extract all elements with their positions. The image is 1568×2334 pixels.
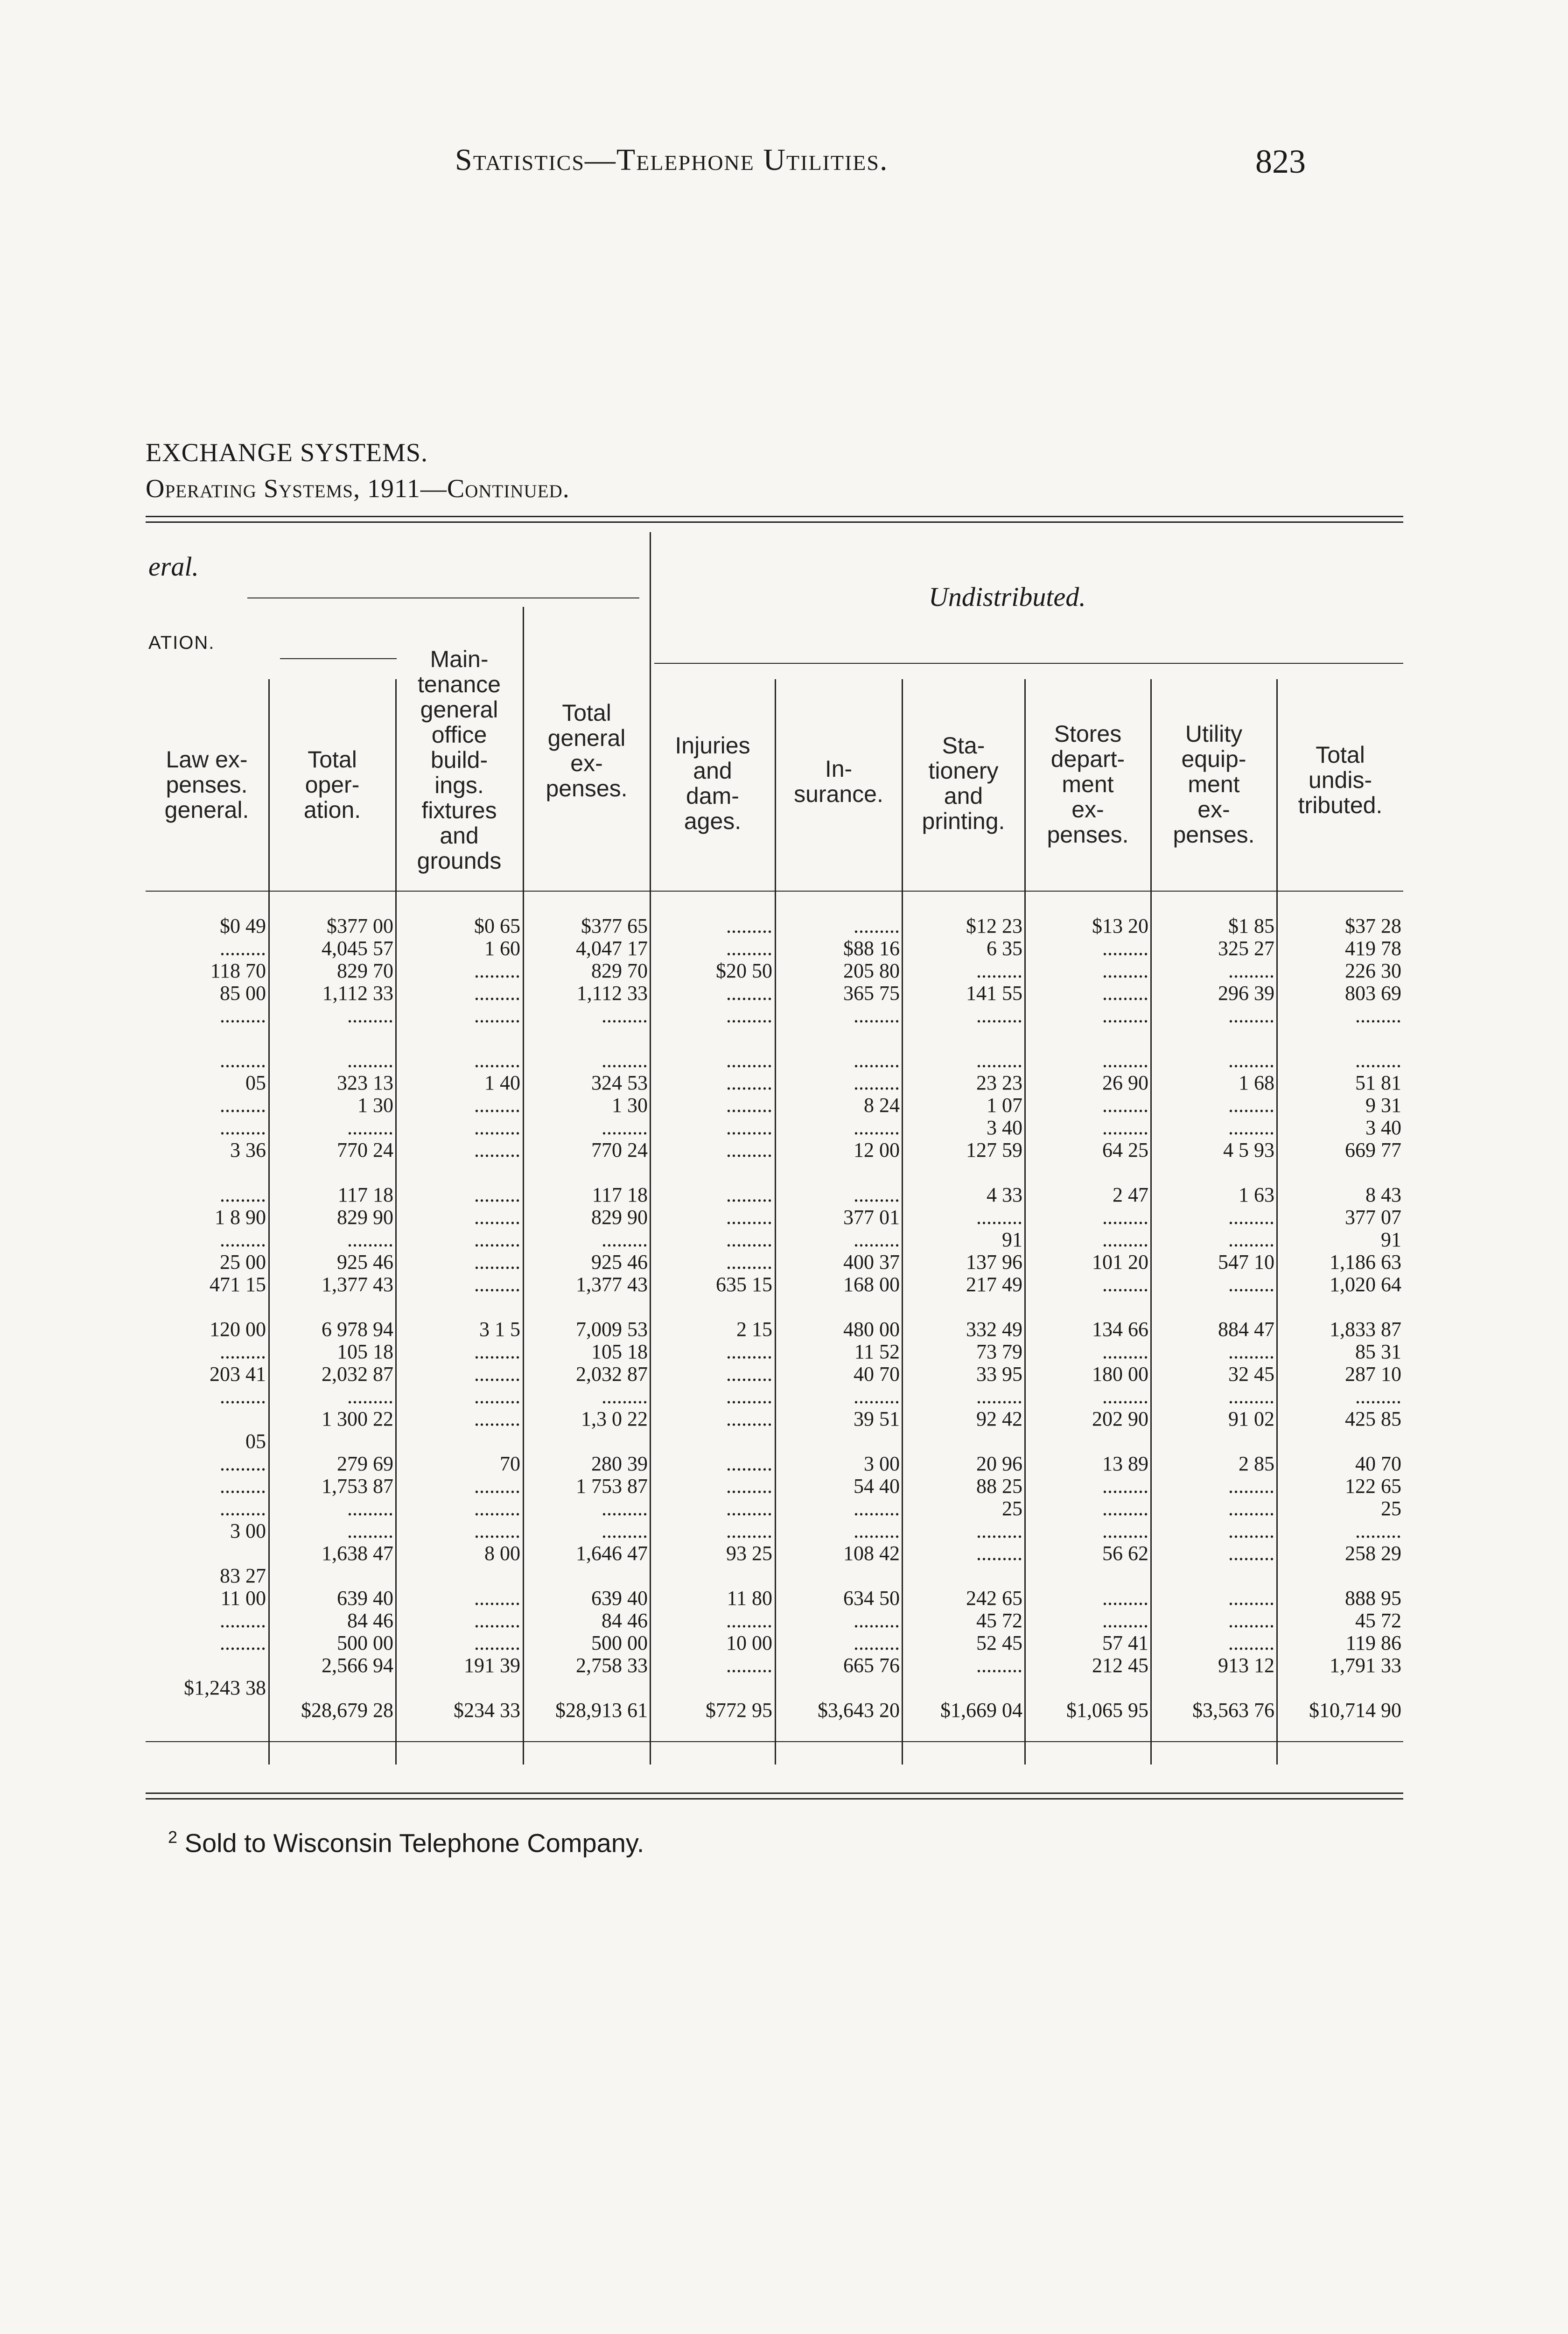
col-header-utility: Utility equip- ment ex- penses.: [1173, 721, 1255, 848]
top-rule: [146, 516, 1403, 517]
bottom-rule: [146, 1793, 1403, 1794]
header-bottom-rule: [146, 891, 1403, 892]
column-stationery: $12 23 6 35 ......... 141 55 ......... ......... 23 23 1 07 3 40 127 59 4 33 ......... 91 137 96 217 49 332 49 73 79 33 95 ......... 92 42 20 96 88 25 25 ......... ......... 242 65 45 72 52 45 ......... $1,669 04: [940, 914, 1022, 1722]
totals-rule: [146, 1741, 1403, 1742]
top-rule-2: [146, 521, 1403, 523]
group-right-rule: [654, 663, 1403, 664]
col-header-stationery: Sta- tionery and printing.: [922, 732, 1005, 834]
col-header-maintenance: Main- tenance general office build- ings. fixtures and grounds: [417, 646, 502, 874]
column-utility: $1 85 325 27 ......... 296 39 ......... ......... 1 68 ......... ......... 4 5 93 1 63 ......... ......... 547 10 ......... 884 47 ......... 32 45 ......... 91 02 2 85 ......... ......... ......... ......... ......... ......... ......... 913 12 $3,563 76: [1192, 914, 1274, 1722]
subgroup-rule: [280, 658, 397, 659]
footnote-text: Sold to Wisconsin Telephone Company.: [184, 1828, 644, 1858]
subgroup-header: ATION.: [148, 633, 215, 653]
group-header-right: Undistributed.: [929, 582, 1086, 612]
col-header-total-general: Total general ex- penses.: [546, 700, 628, 801]
table-title: EXCHANGE SYSTEMS.: [146, 438, 428, 467]
running-head: Statistics—Telephone Utilities.: [455, 143, 889, 177]
column-total-general: $377 65 4,047 17 829 70 1,112 33 ......... ......... 324 53 1 30 ......... 770 24 117 18 829 90 ......... 925 46 1,377 43 7,009 53 105 18 2,032 87 ......... 1,3 0 22 280 39 1 753 87 ......... ......... 1,646 47 639 40 84 46 500 00 2,758 33 $28,913 61: [555, 914, 648, 1722]
column-total-operation: $377 00 4,045 57 829 70 1,112 33 ......... ......... 323 13 1 30 ......... 770 24 117 18 829 90 ......... 925 46 1,377 43 6 978 94 105 18 2,032 87 ......... 1 300 22 279 69 1,753 87 ......... ......... 1,638 47 639 40 84 46 500 00 2,566 94 $28,679 28: [301, 914, 393, 1722]
column-insurance: ......... $88 16 205 80 365 75 ......... ......... ......... 8 24 ......... 12 00 ......... 377 01 ......... 400 37 168 00 480 00 11 52 40 70 ......... 39 51 3 00 54 40 ......... ......... 108 42 634 50 ......... ......... 665 76 $3,643 20: [818, 914, 900, 1722]
col-header-law-expenses: Law ex- penses. general.: [164, 746, 249, 823]
column-injuries: ......... ......... $20 50 ......... ......... ......... ......... ......... ......... ......... ......... ......... ......... ......... 635 15 2 15 ......... ......... ......... ......... ......... ......... ......... ......... 93 25 11 80 ......... 10 00 ......... $772 95: [706, 914, 772, 1722]
column-total-undistributed: $37 28 419 78 226 30 803 69 ......... ......... 51 81 9 31 3 40 669 77 8 43 377 07 91 1,186 63 1,020 64 1,833 87 85 31 287 10 ......... 425 85 40 70 122 65 25 ......... 258 29 888 95 45 72 119 86 1,791 33 $10,714 90: [1309, 914, 1401, 1722]
footnote: [168, 1828, 644, 1858]
col-header-injuries: Injuries and dam- ages.: [675, 732, 750, 834]
footnote-marker: 2: [168, 1828, 178, 1847]
table-subtitle: Operating Systems, 1911—Continued.: [146, 474, 570, 503]
column-maintenance: $0 65 1 60 ......... ......... ......... ......... 1 40 ......... ......... ......... ......... ......... ......... ......... ......... 3 1 5 ......... ......... ......... ......... 70 ......... ......... ......... 8 00 ......... ......... ......... 191 39 $234 33: [454, 914, 520, 1722]
bottom-rule-2: [146, 1798, 1403, 1800]
page-number: 823: [1255, 143, 1306, 180]
col-header-insurance: In- surance.: [794, 756, 883, 807]
column-stores: $13 20 ......... ......... ......... ......... ......... 26 90 ......... ......... 64 25 2 47 ......... ......... 101 20 ......... 134 66 ......... 180 00 ......... 202 90 13 89 ......... ......... ......... 56 62 ......... ......... 57 41 212 45 $1,065 95: [1066, 914, 1148, 1722]
column-law-expenses: $0 49 ......... 118 70 85 00 ......... ......... 05 ......... ......... 3 36 ......... 1 8 90 ......... 25 00 471 15 120 00 ......... 203 41 ......... 05 ......... ......... ......... 3 00 83 27 11 00 ......... ......... $1,243 38: [184, 914, 266, 1699]
col-header-total-operation: Total oper- ation.: [303, 746, 361, 823]
col-header-total-undistributed: Total undis- tributed.: [1298, 742, 1383, 818]
col-header-stores: Stores depart- ment ex- penses.: [1047, 721, 1129, 848]
group-header-left: eral.: [148, 551, 199, 582]
